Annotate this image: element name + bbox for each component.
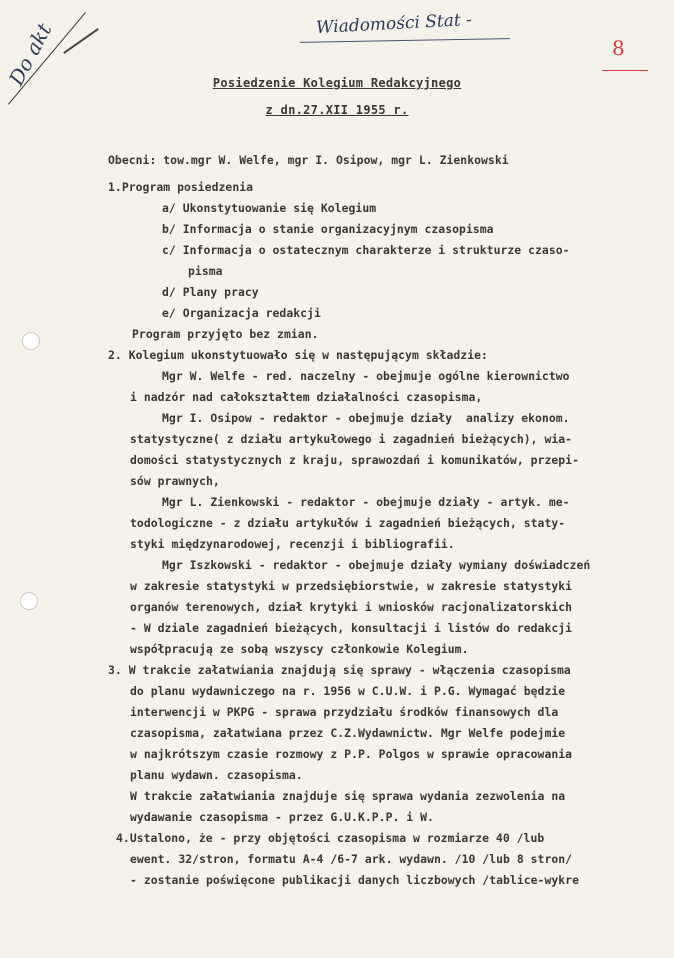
text-line: - zostanie poświęcone publikacji danych liczbowych /tablice-wykre (130, 873, 580, 887)
punch-hole-top (22, 332, 40, 350)
agenda-item-b: b/ Informacja o stanie organizacyjnym czasopisma (162, 222, 494, 236)
text-line: 1.Program posiedzenia (108, 180, 254, 194)
punch-hole-bottom (20, 592, 38, 610)
text-line: czasopisma, załatwiana przez C.Z.Wydawnictw. Mgr Welfe podejmie (130, 726, 566, 740)
text-line: W trakcie załatwiania znajduje się sprawa wydania zezwolenia na (130, 789, 566, 803)
text-line: planu wydawn. czasopisma. (130, 768, 303, 782)
section-2-heading: 2. Kolegium ukonstytuowało się w następującym składzie: (108, 348, 488, 362)
text-line: do planu wydawniczego na r. 1956 w C.U.W. i P.G. Wymagać będzie (130, 684, 566, 698)
text-line: w zakresie statystyki w przedsiębiorstwie, w zakresie statystyki (130, 579, 573, 593)
text-line: styki międzynarodowej, recenzji i bibliografii. (130, 537, 455, 551)
text-line: i nadzór nad całokształtem działalności czasopisma, (130, 390, 483, 404)
page-number-underline (602, 70, 648, 71)
text-line: w najkrótszym czasie rozmowy z P.P. Polgos w sprawie opracowania (130, 747, 573, 761)
text-line: Program przyjęto bez zmian. (132, 327, 319, 341)
agenda-item-a: a/ Ukonstytuowanie się Kolegium (162, 201, 377, 215)
attendees-line: Obecni: tow.mgr W. Welfe, mgr I. Osipow, mgr L. Zienkowski (108, 153, 509, 167)
text-line: statystyczne( z działu artykułowego i zagadnień bieżących), wia- (130, 432, 573, 446)
page-number: 8 (612, 36, 625, 60)
text-line: Mgr Iszkowski - redaktor - obejmuje działy wymiany doświadczeń (162, 558, 591, 572)
text-line: współpracują ze sobą wszyscy członkowie Kolegium. (130, 642, 469, 656)
text-line: Mgr W. Welfe - red. naczelny - obejmuje ogólne kierownictwo (162, 369, 570, 383)
handwritten-top-note: Wiadomości Stat - (315, 9, 473, 39)
text-line: pisma (188, 264, 223, 278)
text-line: wydawanie czasopisma - przez G.U.K.P.P. i W. (130, 810, 434, 824)
text-line: domości statystycznych z kraju, sprawozdań i komunikatów, przepi- (130, 453, 580, 467)
text-line: ewent. 32/stron, formatu A-4 /6-7 ark. wydawn. /10 /lub 8 stron/ (130, 852, 573, 866)
agenda-item-c: c/ Informacja o ostatecznym charakterze i strukturze czaso- (162, 243, 570, 257)
text-line: Mgr L. Zienkowski - redaktor - obejmuje działy - artyk. me- (162, 495, 570, 509)
text-line: Mgr I. Osipow - redaktor - obejmuje działy analizy ekonom. (162, 411, 570, 425)
text-line: interwencji w PKPG - sprawa przydziału środków finansowych dla (130, 705, 559, 719)
text-line: organów terenowych, dział krytyki i wniosków racjonalizatorskich (130, 600, 573, 614)
text-line: - W dziale zagadnień bieżących, konsultacji i listów do redakcji (130, 621, 573, 635)
handwritten-margin-note: Do akt (4, 19, 57, 90)
document-date: z dn.27.XII 1955 r. (265, 103, 409, 117)
section-4-heading: 4.Ustalono, że - przy objętości czasopisma w rozmiarze 40 /lub (116, 831, 545, 845)
text-line: todologiczne - z działu artykułów i zagadnień bieżących, staty- (130, 516, 566, 530)
agenda-item-e: e/ Organizacja redakcji (162, 306, 321, 320)
document-title: Posiedzenie Kolegium Redakcyjnego (212, 76, 462, 90)
agenda-item-d: d/ Plany pracy (162, 285, 259, 299)
section-3-heading: 3. W trakcie załatwiania znajdują się sprawy - włączenia czasopisma (108, 663, 571, 677)
handwritten-top-underline (300, 38, 510, 43)
text-line: sów prawnych, (130, 474, 220, 488)
